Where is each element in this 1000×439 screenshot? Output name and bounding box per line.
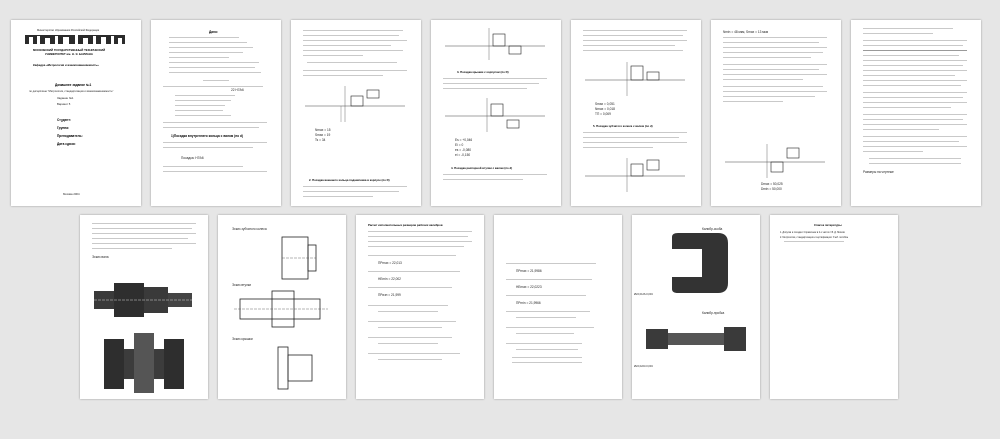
ministry-line: Министерство образования Российской Федерации xyxy=(37,29,100,32)
doc-title: Домашнее задание №1 xyxy=(55,83,92,87)
tolerance-zone: 22 H7/k6 xyxy=(231,88,244,92)
tolerance-diagram-3 xyxy=(441,94,551,134)
value-tp-5: TП = 0,069 xyxy=(595,112,611,116)
city-year: Москва 2004 xyxy=(63,192,80,196)
bushing-caption: Эскиз втулки xyxy=(232,283,252,287)
snap-gauge-dim: Ø22,0126-0,004 xyxy=(634,293,653,296)
gauge-value-2: НЕmin = 22,002 xyxy=(378,277,401,281)
university-line-2: УНИВЕРСИТЕТ им. Н. Э. БАУМАНА xyxy=(45,52,93,56)
section-3-title: 3. Посадка крышки с корпусом (по D) xyxy=(457,70,509,74)
page-8 xyxy=(80,215,208,399)
plug-value-2: НЕmax = 22,0223 xyxy=(516,285,542,289)
value-ei: Ei = 0 xyxy=(455,143,464,147)
value-smax-5: Smax = 0,051 xyxy=(595,102,615,106)
interference-formula: Nmin = 48 мкм, Smax = 13 мкм xyxy=(723,30,769,34)
plug-value-3: ПРmin = 21,9966 xyxy=(516,301,541,305)
reference-2: 2. Метрология, стандартизация и сертификация: Учеб. пособие xyxy=(780,237,849,239)
gauge-value-3: ПРизн = 21,999 xyxy=(378,293,401,297)
cover-sketch xyxy=(268,343,328,393)
final-note: Размеры на чертеже xyxy=(863,170,894,174)
page-1 xyxy=(11,20,141,206)
page-4 xyxy=(431,20,561,206)
fit-formula: Посадка: Н7/k6 xyxy=(181,156,204,160)
university-logo xyxy=(11,33,141,47)
page-13 xyxy=(770,215,898,399)
section-4-title: 4. Посадка распорной втулки с валом (по d) xyxy=(451,166,513,170)
plug-gauge-drawing xyxy=(642,319,752,359)
gear-drawing xyxy=(90,333,200,393)
page-6 xyxy=(711,20,841,206)
task-line: Задание №1 xyxy=(57,96,74,100)
value-ts: Ts = 34 xyxy=(315,138,326,142)
gear-sketch xyxy=(272,233,332,283)
section-1-title: 1)Посадка внутреннего кольца с валом (по d) xyxy=(171,134,243,138)
bushing-sketch xyxy=(232,289,332,329)
page-2 xyxy=(151,20,281,206)
student-label: Студент: xyxy=(57,118,71,122)
tolerance-diagram-2 xyxy=(441,26,551,62)
tolerance-diagram-1 xyxy=(301,82,411,126)
page-5 xyxy=(571,20,701,206)
university-line-1: МОСКОВСКИЙ ГОСУДАРСТВЕННЫЙ ТЕХНИЧЕСКИЙ xyxy=(33,48,106,52)
snap-gauge-drawing xyxy=(662,231,742,295)
value-es-shaft: es = -0,080 xyxy=(455,148,472,152)
section-2-title: 2. Посадка внешнего кольца подшипника в корпусе (по D) xyxy=(309,178,390,182)
shaft-caption: Эскиз вала xyxy=(92,255,109,259)
page-11 xyxy=(494,215,622,399)
gear-caption: Эскиз зубчатого колеса xyxy=(232,227,267,231)
tolerance-diagram-6 xyxy=(721,140,831,180)
date-label: Дата сдачи: xyxy=(57,142,76,146)
cover-caption: Эскиз крышки xyxy=(232,337,253,341)
references-heading: Список литературы xyxy=(814,223,842,227)
value-ei-shaft: ei = -0,150 xyxy=(455,153,471,157)
department-line: Кафедра «Метрология и взаимозаменяемость» xyxy=(33,63,99,67)
page-7 xyxy=(851,20,981,206)
snap-gauge-caption: Калибр-скоба xyxy=(702,227,723,231)
value-es: Es = +0,046 xyxy=(455,138,473,142)
gauge-value-1: ПРmax = 22,013 xyxy=(378,261,402,265)
tolerance-diagram-4 xyxy=(581,58,691,98)
given-heading: Дано: xyxy=(209,30,218,34)
value-dmax: Dmax = 50,025 xyxy=(761,182,783,186)
course-line: по дисциплине "Метрология, стандартизация и взаимозаменяемость" xyxy=(29,90,114,93)
value-smax: Smax = 19 xyxy=(315,133,331,137)
page-10 xyxy=(356,215,484,399)
plug-gauge-caption: Калибр-пробка xyxy=(702,311,725,315)
plug-value-1: ПРmax = 21,9986 xyxy=(516,269,542,273)
teacher-label: Преподаватель: xyxy=(57,134,83,138)
plug-gauge-dim: Ø22,0223-0,004 xyxy=(634,365,653,368)
page-12 xyxy=(632,215,760,399)
gauge-heading: Расчет исполнительных размеров рабочих калибров xyxy=(368,223,443,227)
value-nmax: Nmax = 15 xyxy=(315,128,331,132)
group-label: Группа: xyxy=(57,126,70,130)
value-nmax-5: Nmax = 0,018 xyxy=(595,107,615,111)
section-5-title: 5. Посадка зубчатого колеса с валом (по d) xyxy=(593,124,653,128)
shaft-drawing xyxy=(90,273,200,328)
variant-line: Вариант 5 xyxy=(57,102,71,106)
value-dmin: Dmin = 50,000 xyxy=(761,187,782,191)
tolerance-diagram-5 xyxy=(581,154,691,194)
page-3 xyxy=(291,20,421,206)
page-9 xyxy=(218,215,346,399)
reference-1: 1. Допуски и посадки: Справочник в 2-х частях / В. Д. Мягков xyxy=(780,232,845,234)
